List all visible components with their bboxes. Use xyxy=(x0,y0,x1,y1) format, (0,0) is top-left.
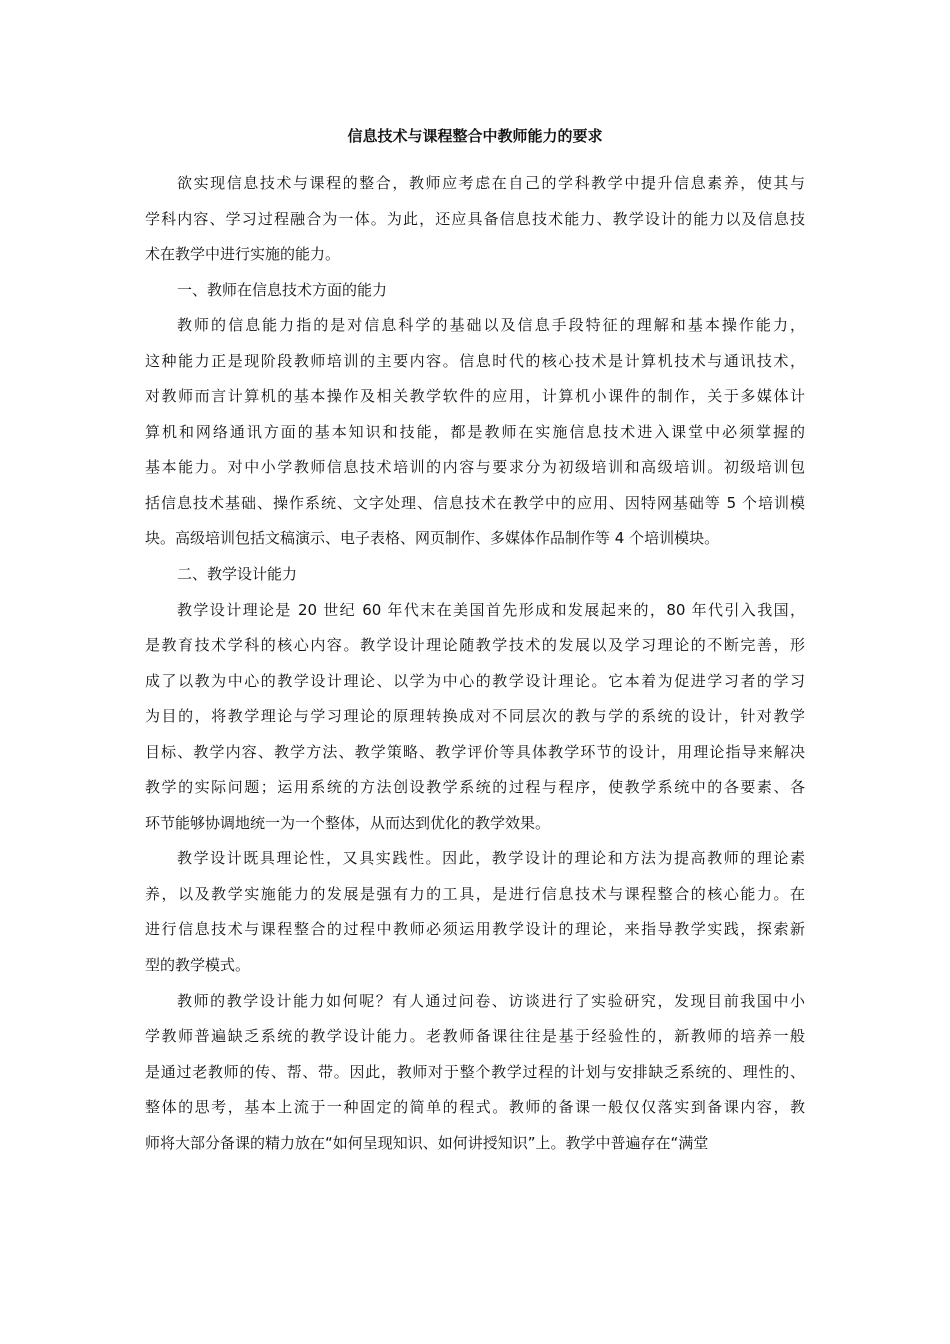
text-line: 整体的思考，基本上流于一种固定的简单的程式。教师的备课一般仅仅落实到备课内容，教 xyxy=(145,1098,805,1117)
text-line: 括信息技术基础、操作系统、文字处理、信息技术在教学中的应用、因特网基础等 5 个培训模 xyxy=(145,493,805,512)
document-title: 信息技术与课程整合中教师能力的要求 xyxy=(347,127,603,145)
text-line: 对教师而言计算机的基本操作及相关教学软件的应用，计算机小课件的制作，关于多媒体计 xyxy=(145,387,805,406)
text-line: 是通过老教师的传、帮、带。因此，教师对于整个教学过程的计划与安排缺乏系统的、理性的、 xyxy=(145,1062,805,1081)
text-line: 这种能力正是现阶段教师培训的主要内容。信息时代的核心技术是计算机技术与通讯技术， xyxy=(145,351,805,370)
text-line: 教学设计理论是 20 世纪 60 年代末在美国首先形成和发展起来的，80 年代引入我国， xyxy=(177,600,805,619)
text-line: 块。高级培训包括文稿演示、电子表格、网页制作、多媒体作品制作等 4 个培训模块。 xyxy=(145,529,720,548)
text-line: 术在教学中进行实施的能力。 xyxy=(145,245,341,264)
text-line: 欲实现信息技术与课程的整合，教师应考虑在自己的学科教学中提升信息素养，使其与 xyxy=(177,174,805,192)
text-line: 教学的实际问题；运用系统的方法创设教学系统的过程与程序，使教学系统中的各要素、各 xyxy=(145,778,805,797)
text-line: 学科内容、学习过程融合为一体。为此，还应具备信息技术能力、教学设计的能力以及信息技 xyxy=(145,209,805,228)
text-line: 养，以及教学实施能力的发展是强有力的工具，是进行信息技术与课程整合的核心能力。在 xyxy=(145,884,805,903)
text-line: 一、教师在信息技术方面的能力 xyxy=(177,280,388,299)
text-line: 教师的信息能力指的是对信息科学的基础以及信息手段特征的理解和基本操作能力， xyxy=(177,316,805,335)
text-line: 基本能力。对中小学教师信息技术培训的内容与要求分为初级培训和高级培训。初级培训包 xyxy=(145,458,805,477)
text-line: 算机和网络通讯方面的基本知识和技能，都是教师在实施信息技术进入课堂中必须掌握的 xyxy=(145,422,805,441)
text-line: 目标、教学内容、教学方法、教学策略、教学评价等具体教学环节的设计，用理论指导来解决 xyxy=(145,742,805,761)
text-line: 教师的教学设计能力如何呢？有人通过问卷、访谈进行了实验研究，发现目前我国中小 xyxy=(177,991,805,1010)
text-line: 教学设计既具理论性，又具实践性。因此，教学设计的理论和方法为提高教师的理论素 xyxy=(177,849,805,868)
text-line: 为目的，将教学理论与学习理论的原理转换成对不同层次的教与学的系统的设计，针对教学 xyxy=(145,707,805,726)
text-line: 环节能够协调地统一为一个整体，从而达到优化的教学效果。 xyxy=(145,813,551,832)
text-line: 二、教学设计能力 xyxy=(177,565,298,584)
text-line: 学教师普遍缺乏系统的教学设计能力。老教师备课往往是基于经验性的，新教师的培养一般 xyxy=(145,1027,805,1046)
text-line: 成了以教为中心的教学设计理论、以学为中心的教学设计理论。它本着为促进学习者的学习 xyxy=(145,671,805,690)
text-line: 进行信息技术与课程整合的过程中教师必须运用教学设计的理论，来指导教学实践，探索新 xyxy=(145,920,805,939)
text-line: 型的教学模式。 xyxy=(145,956,251,975)
text-line: 师将大部分备课的精力放在“如何呈现知识、如何讲授知识”上。教学中普遍存在“满堂 xyxy=(145,1133,709,1152)
document-body xyxy=(145,166,805,1161)
text-line: 是教育技术学科的核心内容。教学设计理论随教学技术的发展以及学习理论的不断完善，形 xyxy=(145,636,805,655)
